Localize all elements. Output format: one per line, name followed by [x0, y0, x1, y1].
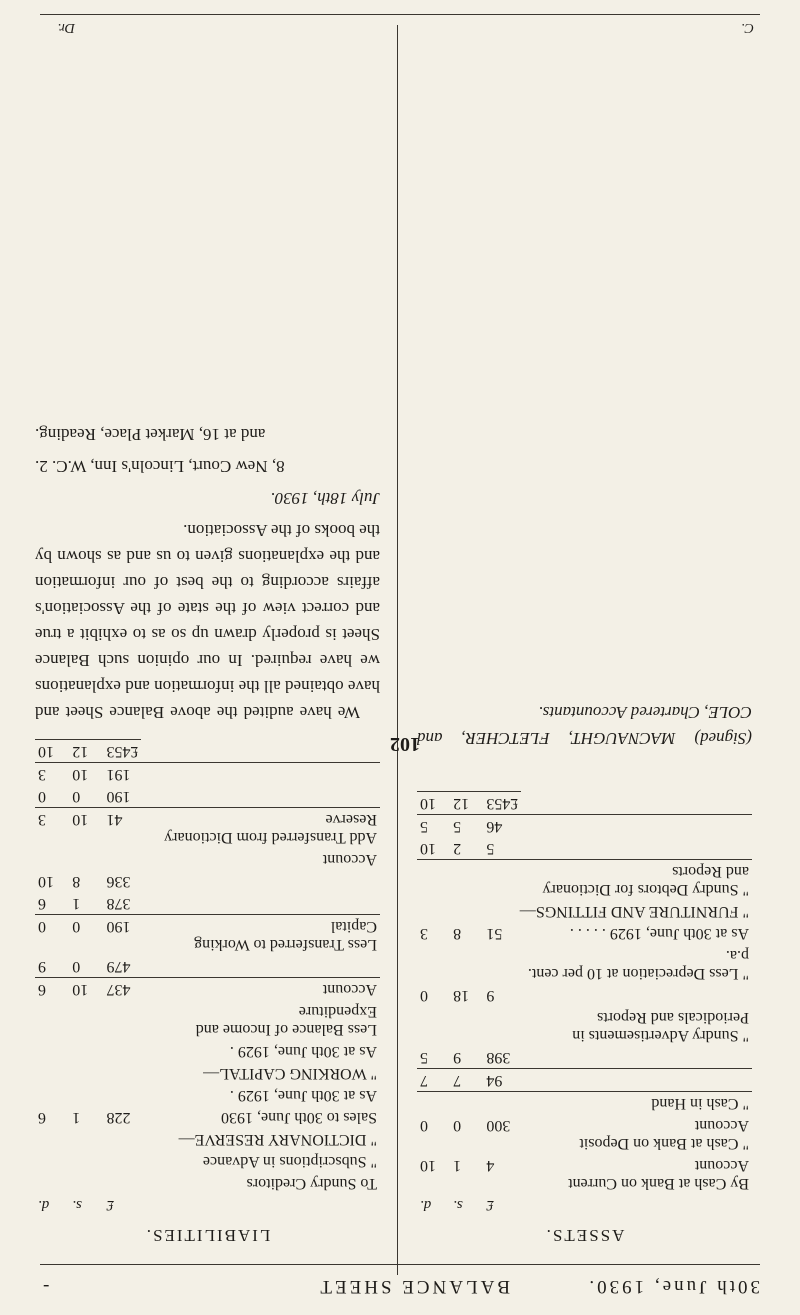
assets-total-shillings: 12 — [450, 792, 483, 815]
row-val: 1 — [69, 892, 103, 915]
table-row — [35, 785, 380, 808]
table-row — [417, 1092, 752, 1115]
row-val: 398 — [483, 1046, 521, 1069]
row-val — [450, 1006, 483, 1046]
dictionary-reserve-heading: " DICTIONARY RESERVE— — [178, 1131, 377, 1148]
furniture-heading: " FURNITURE AND FITTINGS— — [519, 903, 749, 920]
row-val — [69, 1040, 103, 1062]
row-val: 336 — [106, 873, 131, 890]
table-row — [35, 763, 380, 786]
running-head-left: 30th June, 1930. — [586, 1276, 760, 1297]
liab-total-pounds: £453 — [104, 740, 142, 763]
row-val — [35, 1040, 69, 1062]
row-val — [35, 1084, 69, 1106]
row-desc: Add Transferred from Dictionary Reserve — [164, 811, 377, 846]
row-val — [417, 860, 450, 901]
table-row — [35, 1000, 380, 1040]
row-desc — [521, 984, 752, 1006]
colhead-pence: d. — [420, 1197, 432, 1213]
assets-total-pounds: £453 — [483, 792, 521, 815]
row-val: 3 — [38, 811, 46, 828]
section-heading-row — [417, 900, 752, 922]
row-desc: As at 30th June, 1929 . — [229, 1087, 377, 1104]
row-val: 3 — [420, 925, 428, 942]
row-val: 4 — [486, 1157, 495, 1174]
row-desc — [142, 763, 381, 786]
assets-total-row — [417, 792, 752, 815]
running-head — [40, 1269, 760, 1297]
row-desc: Less Transferred to Working Capital — [194, 918, 377, 953]
row-desc: To Sundry Creditors — [246, 1175, 377, 1192]
row-desc: As at 30th June, 1929 . . . . . — [569, 925, 749, 942]
table-row — [35, 978, 380, 1001]
row-val: 51 — [486, 925, 503, 942]
working-capital-heading: " WORKING CAPITAL— — [203, 1065, 377, 1082]
row-desc — [521, 1046, 752, 1069]
row-val: 10 — [72, 766, 89, 783]
liabilities-column — [35, 415, 380, 1255]
row-val: 10 — [38, 873, 54, 890]
table-row — [35, 892, 380, 915]
row-val — [104, 1150, 142, 1172]
row-val: 0 — [69, 955, 103, 978]
table-row — [417, 922, 752, 944]
row-val: 190 — [104, 785, 142, 808]
row-val — [104, 1084, 142, 1106]
row-desc: " Sundry Advertisements in Periodicals and Reports — [572, 1009, 749, 1044]
table-row — [417, 1069, 752, 1092]
row-val: 10 — [72, 981, 89, 998]
row-desc — [142, 870, 381, 892]
row-val — [104, 1040, 142, 1062]
row-val: 5 — [453, 818, 462, 835]
row-desc: " Sundry Debtors for Dictionary and Reports — [542, 863, 749, 898]
row-val — [104, 1172, 142, 1194]
assets-total-pence: 10 — [417, 792, 450, 815]
row-val — [417, 1092, 450, 1115]
page-number: 102 — [390, 733, 420, 755]
row-val: 7 — [417, 1069, 450, 1092]
assets-heading: ASSETS. — [544, 1226, 625, 1245]
table-row — [35, 1084, 380, 1106]
table-row — [417, 1114, 752, 1154]
row-desc — [142, 955, 381, 978]
table-row — [417, 984, 752, 1006]
colhead-shillings: s. — [453, 1197, 463, 1213]
table-row — [417, 944, 752, 984]
row-val: 18 — [453, 987, 470, 1004]
row-val — [69, 1150, 103, 1172]
table-row — [417, 815, 752, 838]
row-val: 8 — [72, 873, 81, 890]
section-label-row — [35, 848, 380, 870]
liabilities-heading: LIABILITIES. — [144, 1226, 271, 1245]
header-rule — [40, 1264, 760, 1265]
row-val — [450, 944, 483, 984]
row-val: 9 — [486, 987, 495, 1004]
row-desc: " Subscriptions in Advance — [202, 1153, 377, 1170]
row-val: 0 — [453, 1117, 462, 1134]
row-val: 10 — [72, 811, 89, 828]
table-row — [35, 955, 380, 978]
auditor-address-2: and at 16, Market Place, Reading. — [35, 425, 266, 444]
row-val: 5 — [420, 818, 428, 835]
row-val: 8 — [453, 925, 462, 942]
row-val: 479 — [104, 955, 142, 978]
row-val: 10 — [417, 837, 450, 860]
row-val: 7 — [450, 1069, 483, 1092]
row-val — [450, 860, 483, 901]
row-val: 228 — [106, 1109, 131, 1126]
row-val — [450, 1092, 483, 1115]
row-val — [35, 1150, 69, 1172]
auditor-address-1: 8, New Court, Lincoln's Inn, W.C. 2. — [35, 457, 285, 476]
row-desc — [142, 785, 381, 808]
row-val: 0 — [72, 918, 81, 935]
row-val — [104, 1000, 142, 1040]
row-val — [35, 1172, 69, 1194]
liabilities-total-row — [35, 740, 380, 763]
table-row — [417, 1046, 752, 1069]
footer-rule — [40, 14, 760, 15]
liabilities-colhead — [35, 1194, 380, 1215]
row-val: 41 — [106, 811, 123, 828]
row-desc: Sales to 30th June, 1930 — [221, 1109, 377, 1126]
section-heading-row — [35, 1062, 380, 1084]
row-val: 0 — [38, 918, 46, 935]
colhead-pence: d. — [38, 1197, 50, 1213]
row-val: 9 — [450, 1046, 483, 1069]
audit-date: July 18th, 1930. — [270, 489, 380, 508]
row-val — [69, 1000, 103, 1040]
row-val: 46 — [486, 818, 503, 835]
colhead-shillings: s. — [72, 1197, 82, 1213]
row-val: 0 — [420, 987, 428, 1004]
row-val: 6 — [35, 892, 69, 915]
row-val: 3 — [38, 766, 46, 783]
row-desc: Less Balance of Income and Expenditure — [195, 1003, 377, 1038]
row-val: 9 — [35, 955, 69, 978]
row-val: 378 — [104, 892, 142, 915]
account-label: Account — [322, 851, 377, 868]
row-val: 300 — [486, 1117, 511, 1134]
assets-colhead — [417, 1194, 752, 1215]
table-row — [35, 808, 380, 849]
table-row — [35, 1040, 380, 1062]
row-val: 5 — [417, 1046, 450, 1069]
row-val: 190 — [106, 918, 131, 935]
row-val — [483, 1006, 521, 1046]
liab-total-pence: 10 — [35, 740, 69, 763]
row-val: 2 — [450, 837, 483, 860]
row-val: 437 — [106, 981, 131, 998]
row-val: 5 — [483, 837, 521, 860]
row-val: 0 — [420, 1117, 428, 1134]
row-desc — [142, 892, 381, 915]
row-desc: " Cash at Bank on Deposit Account — [579, 1117, 749, 1152]
row-val — [35, 1000, 69, 1040]
table-row — [35, 1150, 380, 1172]
row-val: 0 — [35, 785, 69, 808]
footer-left: C. — [741, 20, 754, 35]
table-row — [417, 1006, 752, 1046]
row-desc: " Cash in Hand — [651, 1095, 749, 1112]
row-val: 6 — [38, 1109, 46, 1126]
table-row — [35, 870, 380, 892]
row-desc: " Less Depreciation at 10 per cent. p.a. — [527, 947, 749, 982]
row-val: 10 — [420, 1157, 436, 1174]
colhead-pounds: £ — [106, 1197, 114, 1213]
row-desc — [521, 815, 752, 838]
row-val — [483, 860, 521, 901]
liabilities-table — [35, 739, 380, 1215]
row-val: 1 — [72, 1109, 81, 1126]
row-val: 1 — [453, 1157, 462, 1174]
colhead-pounds: £ — [486, 1197, 494, 1213]
assets-column — [417, 693, 752, 1255]
row-desc — [521, 1069, 752, 1092]
row-val: 94 — [483, 1069, 521, 1092]
row-val: 6 — [38, 981, 46, 998]
row-val — [483, 1092, 521, 1115]
column-rule — [397, 25, 398, 1275]
table-row — [35, 1106, 380, 1128]
assets-table — [417, 791, 752, 1215]
row-val: 191 — [106, 766, 131, 783]
row-desc — [521, 837, 752, 860]
footer-right: Dr. — [57, 20, 75, 35]
row-desc: As at 30th June, 1929 . — [229, 1043, 377, 1060]
table-row — [417, 1154, 752, 1194]
running-head-center: BALANCE SHEET — [317, 1276, 510, 1297]
table-row — [417, 860, 752, 901]
signers-line: (Signed) MACNAUGHT, FLETCHER, and COLE, Chartered Accountants. — [417, 703, 752, 748]
row-val — [417, 944, 450, 984]
table-row — [417, 837, 752, 860]
row-desc: By Cash at Bank on Current Account — [568, 1157, 749, 1192]
row-val — [417, 1006, 450, 1046]
row-val — [483, 944, 521, 984]
audit-paragraph: We have audited the above Balance Sheet and have obtained all the information and explanations we have required. In our opinion such Balance Sheet is properly drawn up so as to exhibit a true and correct view of the state of the Association's affairs according to the best of our information and the explanations given to us and as shown by the books of the Association. — [35, 521, 380, 722]
section-heading-row — [35, 1128, 380, 1150]
row-val: 0 — [69, 785, 103, 808]
row-desc: Account — [322, 981, 377, 998]
liab-total-shillings: 12 — [69, 740, 103, 763]
row-val — [69, 1172, 103, 1194]
row-val — [69, 1084, 103, 1106]
table-row — [35, 915, 380, 956]
running-head-right: - — [40, 1276, 50, 1297]
table-row — [35, 1172, 380, 1194]
